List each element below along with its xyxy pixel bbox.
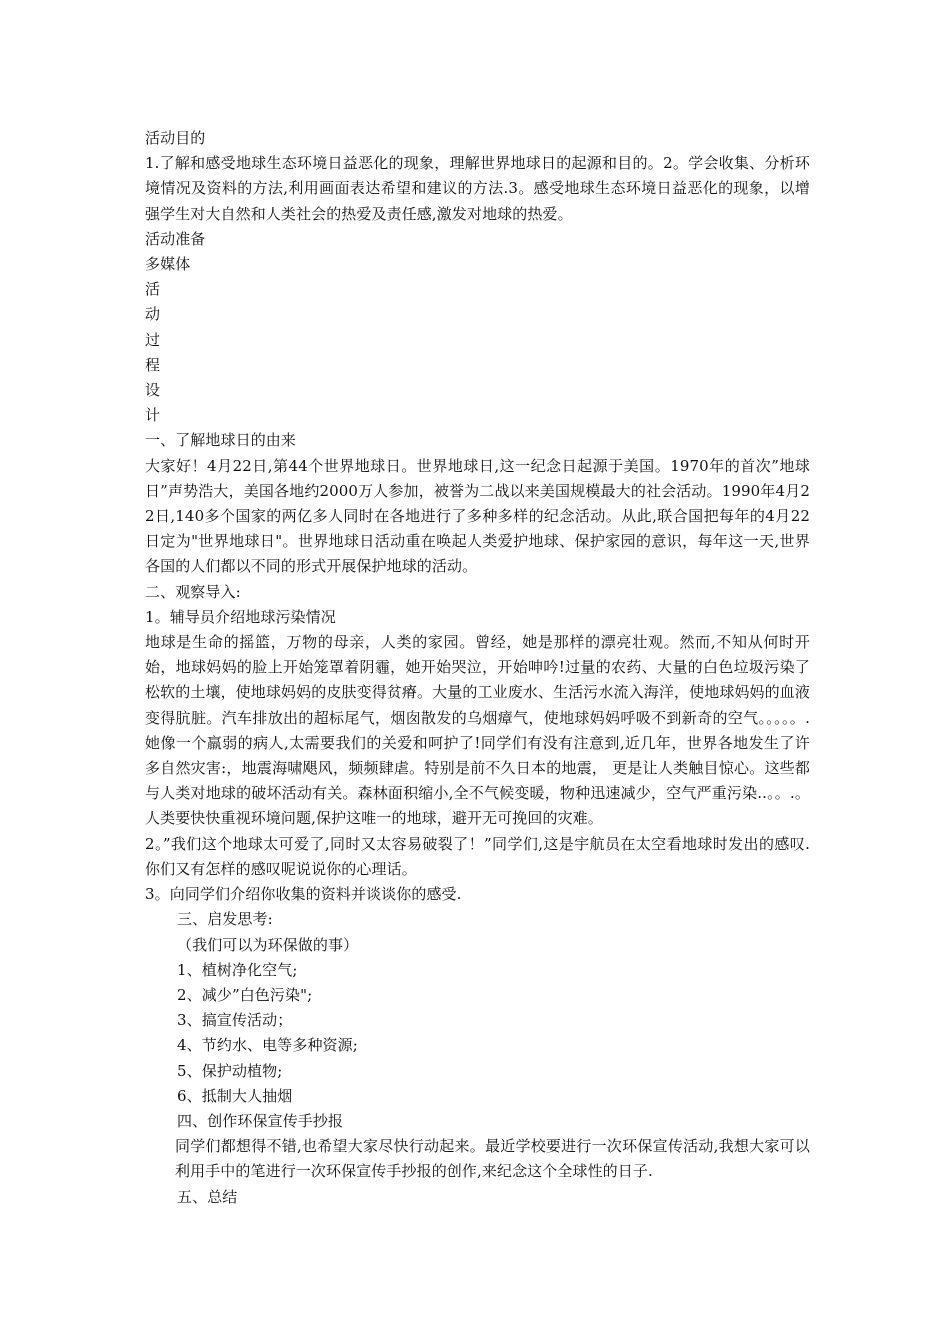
document-body	[145, 126, 810, 1210]
vertical-title-char: 过	[145, 330, 161, 349]
heading-activity-preparation: 活动准备	[145, 229, 206, 248]
section-4-paragraph: 同学们都想得不错,也希望大家尽快行动起来。最近学校要进行一次环保宣传活动,我想大家可以利用手中的笔进行一次环保宣传手抄报的创作,来纪念这个全球性的日子.	[175, 1137, 810, 1181]
section-1-paragraph: 大家好！4月22日,第44个世界地球日。世界地球日,这一纪念日起源于美国。1970年的首次”地球日”声势浩大，美国各地约2000万人参加，被誉为二战以来美国规模最大的社会活动。1990年4月22日,140多个国家的两亿多人同时在各地进行了多种多样的纪念活动。从此,联合国把每年的4月22日定为"世界地球日"。世界地球日活动重在唤起人类爱护地球、保护家园的意识，每年这一天,世界各国的人们都以不同的形式开展保护地球的活动。	[145, 456, 810, 576]
vertical-title-char: 计	[145, 406, 161, 425]
vertical-title-char: 活	[145, 280, 161, 299]
section-2-title: 二、观察导入:	[145, 582, 241, 601]
section-3-title: 三、启发思考:	[177, 910, 273, 929]
paragraph-activity-preparation: 多媒体	[145, 255, 191, 274]
section-2-item-2: 2。”我们这个地球太可爱了,同时又太容易破裂了！”同学们,这是宇航员在太空看地球时发出的感叹.你们又有怎样的感叹呢说说你的心理话。	[145, 834, 810, 878]
vertical-title-char: 动	[145, 305, 161, 324]
section-5-title: 五、总结	[177, 1187, 238, 1206]
list-item: 5、保护动植物;	[177, 1061, 283, 1080]
list-item: 4、节约水、电等多种资源;	[177, 1036, 358, 1055]
section-2-item-3: 3。向同学们介绍你收集的资料并谈谈你的感受.	[145, 885, 462, 904]
section-4-title: 四、创作环保宣传手抄报	[177, 1111, 344, 1130]
list-item: 6、抵制大人抽烟	[177, 1086, 293, 1105]
section-2-item-1-title: 1。辅导员介绍地球污染情况	[145, 607, 336, 626]
heading-activity-purpose: 活动目的	[145, 129, 206, 147]
list-item: 2、减少”白色污染";	[177, 985, 313, 1004]
paragraph-activity-purpose: 1.了解和感受地球生态环境日益恶化的现象，理解世界地球日的起源和目的。2。学会收集、分析环境情况及资料的方法,利用画面表达希望和建议的方法.3。感受地球生态环境日益恶化的现象，以增强学生对大自然和人类社会的热爱及责任感,激发对地球的热爱。	[145, 154, 810, 223]
section-3-subtitle: （我们可以为环保做的事）	[177, 935, 359, 954]
list-item: 1、植树净化空气;	[177, 960, 298, 979]
section-2-item-1-paragraph: 地球是生命的摇篮，万物的母亲，人类的家园。曾经，她是那样的漂亮壮观。然而,不知从何时开始，地球妈妈的脸上开始笼罩着阴霾，她开始哭泣，开始呻吟!过量的农药、大量的白色垃圾污染了松软的土壤，使地球妈妈的皮肤变得贫瘠。大量的工业废水、生活污水流入海洋，使地球妈妈的血液变得肮脏。汽车排放出的超标尾气，烟囱散发的乌烟瘴气，使地球妈妈呼吸不到新奇的空气。。。。。.她像一个羸弱的病人,太需要我们的关爱和呵护了!同学们有没有注意到,近几年，世界各地发生了许多自然灾害:，地震海啸飓风，频频肆虐。特别是前不久日本的地震， 更是让人类触目惊心。这些都与人类对地球的破坏活动有关。森林面积缩小,全不气候变暖，物种迅速减少，空气严重污染..。。.。人类要快快重视环境问题,保护这唯一的地球，避开无可挽回的灾难。	[145, 633, 810, 828]
vertical-title-char: 设	[145, 381, 161, 400]
section-1-title: 一、了解地球日的由来	[145, 431, 297, 450]
list-item: 3、搞宣传活动；	[177, 1011, 293, 1030]
vertical-title-char: 程	[145, 355, 161, 374]
